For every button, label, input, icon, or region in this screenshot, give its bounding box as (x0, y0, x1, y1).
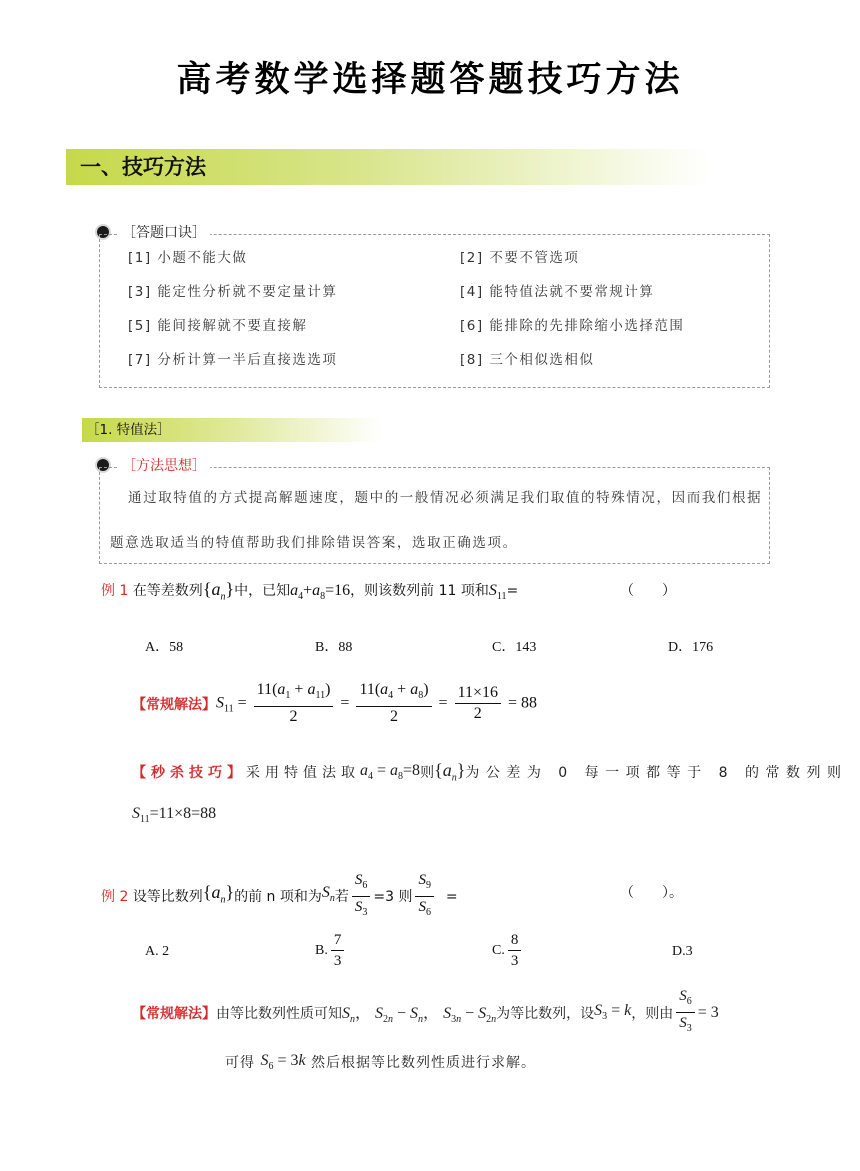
fraction-numerator: 7 (331, 930, 345, 951)
solution-text: ，则由 (631, 1005, 674, 1022)
section-title: 一、技巧方法 (80, 155, 206, 179)
ratio-fraction: $\frac{S_6}{S_3}$ (676, 986, 695, 1039)
example-label: 例 2 (101, 888, 129, 905)
sum-symbol: $S_{11}$ (488, 582, 507, 603)
math-expr: $S_6 = 3k$ (260, 1052, 306, 1073)
question-text: =3 则 (373, 888, 413, 905)
option-letter: C. (492, 942, 505, 958)
tip-item: [4] 能特值法就不要常规计算 (460, 284, 655, 300)
solution-text: 为等比数列，设 (496, 1005, 595, 1022)
option-a: A. 2 (145, 944, 170, 959)
solution-text: 可得 (225, 1055, 255, 1072)
example-1-quick-solution (132, 760, 848, 784)
sequence-symbol: $\{a_n\}$ (202, 882, 235, 906)
question-text: = (506, 583, 519, 599)
option-c (492, 930, 524, 971)
example-label: 例 1 (101, 583, 129, 599)
tip-item: [3] 能定性分析就不要定量计算 (128, 284, 338, 300)
math-expr: $S_3 = k$ (594, 1002, 632, 1023)
question-text: = (445, 888, 458, 905)
question-text: ，则该数列前 11 项和 (350, 583, 489, 599)
option-b (315, 930, 347, 971)
option-fraction (331, 930, 345, 971)
question-text: 中，已知 (234, 583, 291, 599)
fraction-numerator: 8 (508, 930, 522, 951)
ratio-fraction: $\frac{S_9}{S_6}$ (415, 870, 434, 923)
option-c: C．143 (492, 640, 537, 655)
example-1-normal-solution (132, 680, 537, 727)
question-text: 在等差数列 (132, 583, 203, 599)
question-text: 若 (334, 888, 349, 905)
math-expr: $S_n$， $S_{2n} - S_n$， $S_{3n} - S_{2n}$ (342, 1004, 497, 1026)
quick-solution-text: 为公差为 0 每一项都等于 8 的常数列则 (465, 764, 848, 781)
question-text: 的前 n 项和为 (234, 888, 322, 905)
condition-formula: $a_4+a_8=16$ (290, 582, 351, 603)
tip-item: [7] 分析计算一半后直接选选项 (128, 352, 338, 368)
quick-formula: $a_4 = a_8=8$ (360, 761, 421, 782)
quick-solution-text: 采用特值法取 (246, 764, 360, 781)
tip-item: [2] 不要不管选项 (460, 250, 580, 266)
sum-symbol: $S_n$ (321, 884, 335, 905)
question-text: 设等比数列 (132, 888, 203, 905)
option-a: A．58 (145, 640, 184, 655)
option-letter: B. (315, 942, 328, 958)
quick-solution-text: 则 (420, 764, 435, 781)
example-1-question (101, 578, 518, 609)
answer-paren: （ ） (620, 583, 676, 599)
normal-solution-label: 【常规解法】 (132, 696, 216, 713)
quick-result-value: =11×8=88 (149, 805, 217, 822)
example-2-question (101, 870, 458, 923)
method-idea-line: 题意选取适当的特值帮助我们排除错误答案，选取正确选项。 (110, 535, 518, 551)
option-d: D．176 (668, 640, 714, 655)
quick-result: $S_{11}=11\times 8=88$ (132, 805, 217, 826)
fraction-denominator: 3 (510, 953, 519, 969)
page-title: 高考数学选择题答题技巧方法 (176, 60, 684, 100)
tip-item: [8] 三个相似选相似 (460, 352, 595, 368)
subsection-title: ［1. 特值法］ (86, 422, 171, 438)
method-idea-label: ［方法思想］ (118, 457, 210, 475)
math-expr: = 3 (697, 1003, 719, 1021)
tip-item: [5] 能间接解就不要直接解 (128, 318, 308, 334)
solution-text: 然后根据等比数列性质进行求解。 (311, 1055, 537, 1072)
sequence-symbol: $\{a_n\}$ (202, 579, 235, 603)
solution-text: 由等比数列性质可知 (216, 1005, 342, 1022)
example-2-solution-line (225, 1052, 536, 1072)
ratio-fraction: $\frac{S_6}{S_3}$ (352, 870, 371, 923)
tips-label: ［答题口诀］ (118, 224, 210, 242)
tip-item: [1] 小题不能大做 (128, 250, 248, 266)
option-d: D.3 (672, 944, 693, 959)
normal-solution-formula: $S_{11}$ = $\frac{11(a_1 + a_{11})}{2}$ = $\frac{11(a_4 + a_8)}{2}$ = $\frac{11\times 16}{2}$ = 88 (216, 681, 538, 726)
option-fraction (508, 930, 522, 971)
method-idea-line: 通过取特值的方式提高解题速度，题中的一般情况必须满足我们取值的特殊情况，因而我们根据 (128, 490, 763, 506)
example-2-normal-solution (132, 986, 719, 1039)
tip-item: [6] 能排除的先排除缩小选择范围 (460, 318, 685, 334)
sequence-symbol: $\{a_n\}$ (434, 760, 466, 784)
fraction-denominator: 3 (333, 953, 342, 969)
option-b: B．88 (315, 640, 353, 655)
answer-paren: （ ）。 (620, 885, 683, 901)
quick-solution-label: 【秒杀技巧】 (132, 764, 246, 781)
normal-solution-label: 【常规解法】 (132, 1005, 216, 1022)
